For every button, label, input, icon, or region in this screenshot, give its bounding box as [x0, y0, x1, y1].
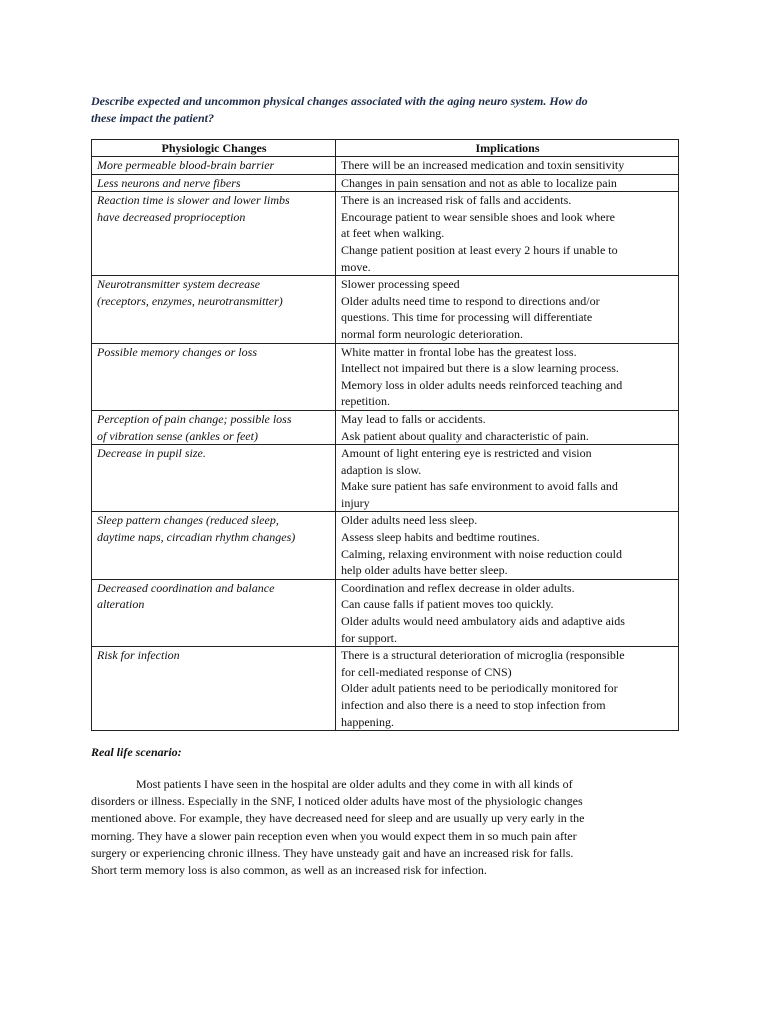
- physiologic-change-cell: [92, 647, 336, 731]
- implication-text: Amount of light entering eye is restricted and vision: [341, 446, 592, 461]
- physiologic-change-cell: [92, 512, 336, 579]
- paragraph-line: morning. They have a slower pain reception even when you would expect them in so much pain after: [91, 828, 577, 843]
- table-row: [92, 647, 679, 731]
- change-text: More permeable blood-brain barrier: [97, 158, 275, 172]
- implication-text: There is a structural deterioration of microglia (responsible: [341, 648, 625, 663]
- question-line: these impact the patient?: [91, 111, 214, 125]
- change-text: alteration: [97, 597, 145, 612]
- implication-text: Make sure patient has safe environment to avoid falls and: [341, 479, 618, 494]
- change-text: Perception of pain change; possible loss: [97, 411, 292, 426]
- implication-text: White matter in frontal lobe has the greatest loss.: [341, 344, 577, 359]
- change-text: of vibration sense (ankles or feet): [97, 428, 258, 443]
- physiologic-change-cell: [92, 410, 336, 444]
- implication-text: Can cause falls if patient moves too quickly.: [341, 597, 554, 612]
- physiologic-change-cell: [92, 192, 336, 276]
- table-row: [92, 445, 679, 512]
- implication-text: There is an increased risk of falls and accidents.: [341, 193, 572, 208]
- implication-text: May lead to falls or accidents.: [341, 411, 486, 426]
- implication-cell: [336, 647, 679, 731]
- change-text: (receptors, enzymes, neurotransmitter): [97, 293, 283, 308]
- implication-text: Encourage patient to wear sensible shoes and look where: [341, 209, 615, 224]
- implication-text: at feet when walking.: [341, 226, 445, 241]
- implication-cell: [336, 276, 679, 343]
- implication-cell: [336, 579, 679, 646]
- implication-text: Change patient position at least every 2 hours if unable to: [341, 242, 618, 257]
- implication-text: There will be an increased medication and toxin sensitivity: [341, 158, 625, 172]
- change-text: Reaction time is slower and lower limbs: [97, 193, 290, 208]
- table-header-row: [92, 140, 679, 157]
- physiologic-change-cell: [92, 157, 336, 175]
- change-text: daytime naps, circadian rhythm changes): [97, 530, 296, 545]
- implication-text: Changes in pain sensation and not as able to localize pain: [341, 175, 617, 190]
- implication-text: adaption is slow.: [341, 462, 422, 477]
- implication-cell: [336, 512, 679, 579]
- change-text: Decreased coordination and balance: [97, 580, 275, 595]
- implication-cell: [336, 192, 679, 276]
- scenario-paragraph: [91, 776, 691, 879]
- implication-text: for support.: [341, 630, 397, 645]
- implication-text: Older adult patients need to be periodically monitored for: [341, 681, 618, 696]
- header-implications: Implications: [336, 140, 679, 157]
- paragraph-line: Short term memory loss is also common, as well as an increased risk for infection.: [91, 863, 487, 878]
- table-row: [92, 343, 679, 410]
- implication-text: Slower processing speed: [341, 277, 460, 292]
- physiologic-change-cell: [92, 276, 336, 343]
- implication-text: Assess sleep habits and bedtime routines.: [341, 530, 540, 545]
- implication-text: infection and also there is a need to stop infection from: [341, 698, 606, 712]
- implication-cell: [336, 174, 679, 192]
- table-row: [92, 276, 679, 343]
- implication-text: injury: [341, 495, 370, 510]
- change-text: Neurotransmitter system decrease: [97, 277, 261, 292]
- implication-text: Coordination and reflex decrease in older adults.: [341, 580, 575, 595]
- implication-text: questions. This time for processing will differentiate: [341, 310, 593, 325]
- implication-text: Older adults would need ambulatory aids and adaptive aids: [341, 614, 625, 629]
- implication-cell: [336, 445, 679, 512]
- changes-table: [91, 139, 679, 731]
- physiologic-change-cell: [92, 174, 336, 192]
- implication-text: Older adults need time to respond to directions and/or: [341, 293, 600, 308]
- implication-text: Calming, relaxing environment with noise reduction could: [341, 546, 622, 561]
- change-text: Risk for infection: [97, 648, 180, 663]
- change-text: have decreased proprioception: [97, 209, 246, 224]
- table-row: [92, 192, 679, 276]
- implication-text: Intellect not impaired but there is a slow learning process.: [341, 361, 619, 376]
- physiologic-change-cell: [92, 445, 336, 512]
- table-body: [92, 157, 679, 731]
- paragraph-line: mentioned above. For example, they have decreased need for sleep and are usually up very early in the: [91, 811, 585, 826]
- implication-cell: [336, 410, 679, 444]
- change-text: Less neurons and nerve fibers: [97, 175, 241, 190]
- implication-cell: [336, 343, 679, 410]
- implication-text: Memory loss in older adults needs reinforced teaching and: [341, 377, 623, 392]
- physiologic-change-cell: [92, 343, 336, 410]
- implication-text: repetition.: [341, 394, 390, 409]
- implication-cell: [336, 157, 679, 175]
- paragraph-line: surgery or experiencing chronic illness. They have unsteady gait and have an increased risk for falls.: [91, 845, 574, 860]
- implication-text: help older adults have better sleep.: [341, 563, 508, 578]
- implication-text: Ask patient about quality and characteristic of pain.: [341, 428, 589, 443]
- question-line: Describe expected and uncommon physical changes associated with the aging neuro system. How do: [91, 94, 588, 108]
- implication-text: normal form neurologic deterioration.: [341, 326, 523, 341]
- scenario-title: Real life scenario:: [91, 745, 182, 759]
- implication-text: Older adults need less sleep.: [341, 513, 478, 528]
- change-text: Possible memory changes or loss: [97, 344, 257, 359]
- table-row: [92, 512, 679, 579]
- header-physiologic-changes: Physiologic Changes: [92, 140, 336, 157]
- question-heading: [91, 93, 691, 127]
- change-text: Decrease in pupil size.: [97, 446, 206, 461]
- physiologic-change-cell: [92, 579, 336, 646]
- implication-text: happening.: [341, 714, 394, 729]
- paragraph-line: disorders or illness. Especially in the SNF, I noticed older adults have most of the physiologic changes: [91, 794, 583, 809]
- table-row: [92, 579, 679, 646]
- implication-text: for cell-mediated response of CNS): [341, 664, 512, 679]
- table-row: [92, 174, 679, 192]
- change-text: Sleep pattern changes (reduced sleep,: [97, 513, 279, 528]
- table-row: [92, 410, 679, 444]
- paragraph-line: Most patients I have seen in the hospital are older adults and they come in with all kinds of: [136, 777, 573, 791]
- table-row: [92, 157, 679, 175]
- implication-text: move.: [341, 259, 371, 274]
